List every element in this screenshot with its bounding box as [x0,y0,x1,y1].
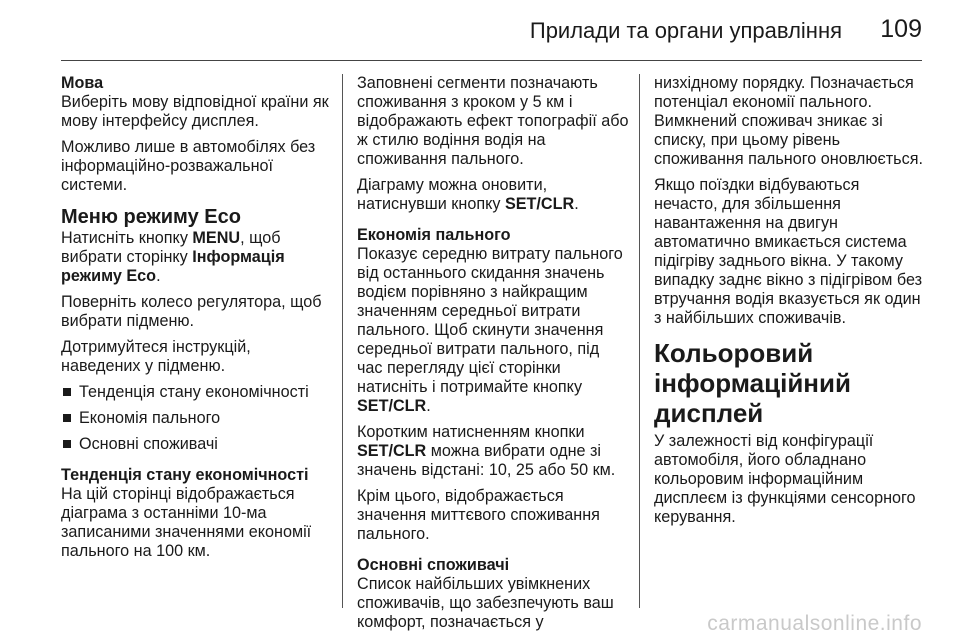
section-title-language: Мова [61,74,104,92]
paragraph: На цій сторінці відображається діаграма з останніми 10-ма записаними значеннями економії пального на 100 км. [61,485,312,560]
paragraph: Поверніть колесо регулятора, щоб вибрати підменю. [61,293,322,330]
list-item: Економія пального [61,409,333,428]
paragraph: Список найбільших увімкнених споживачів, що забезпечують ваш комфорт, позначається у [357,575,614,631]
section-title-color-display: Кольоровий інформаційний дисплей [654,338,851,428]
paragraph: Заповнені сегменти позначають споживання з кроком у 5 км і відображають ефект топографії або ж стилю водіння водія на споживання пального. [357,74,629,168]
set-clr-button-label: SET/CLR [504,195,575,213]
paragraph: Дотримуйтеся інструкцій, наведених у підменю. [61,338,251,375]
menu-button-label: MENU [192,229,241,247]
section-title-main-consumers: Основні споживачі [357,556,510,574]
paragraph: Діаграму можна оновити, натиснувши кнопку SET/CLR. [357,176,579,213]
paragraph: У залежності від конфігурації автомобіля, його обладнано кольоровим інформаційним дисплеєм із функціями сенсорного керування. [654,432,916,526]
column-divider-2 [639,74,640,608]
paragraph: Крім цього, відображається значення миттєвого споживання пального. [357,487,600,543]
list-item: Тенденція стану економічності [61,383,333,402]
paragraph: Натисніть кнопку MENU, щоб вибрати сторінку Інформація режиму Eco. [61,229,285,285]
list-item: Основні споживачі [61,435,333,454]
column-3 [654,74,926,534]
page-header [0,0,960,58]
page-title: Прилади та органи управління [529,18,842,43]
set-clr-button-label: SET/CLR [357,442,427,460]
paragraph: Якщо поїздки відбуваються нечасто, для збільшення навантаження на двигун автоматично вмикається система підігріву заднього вікна. У такому випадку заднє вікно з підігрівом без втручання водія вказується як один з найбільших споживачів. [654,176,923,327]
paragraph: низхідному порядку. Позначається потенціал економії пального. Вимкнений споживач зникає зі списку, при цьому рівень споживання пального оновлюється. [654,74,923,168]
square-bullet-icon [63,414,71,422]
header-divider [61,60,922,61]
paragraph: Виберіть мову відповідної країни як мову інтерфейсу дисплея. [61,93,329,130]
column-2 [357,74,629,639]
page-number: 109 [880,15,922,43]
column-1 [61,74,333,568]
section-title-fuel-economy: Економія пального [357,226,511,244]
square-bullet-icon [63,440,71,448]
section-title-trend: Тенденція стану економічності [61,466,309,484]
watermark: carmanualsonline.info [707,612,922,635]
eco-info-page-label: Інформація режиму Eco [61,248,285,285]
paragraph: Показує середню витрату пального від останнього скидання значень водієм порівняно з найкращим значенням середньої витрати пального. Щоб скинути значення середньої витрати пального, під час перегляду цієї сторінки натисніть і потримайте кнопку SET/CLR. [357,245,623,415]
paragraph: Можливо лише в автомобілях без інформаційно-розважальної системи. [61,138,316,194]
section-title-eco-menu: Меню режиму Eco [61,206,241,228]
paragraph: Коротким натисненням кнопки SET/CLR можна вибрати одне зі значень відстані: 10, 25 або 50 км. [357,423,616,479]
column-divider-1 [342,74,343,608]
square-bullet-icon [63,388,71,396]
set-clr-button-label: SET/CLR [357,397,427,415]
